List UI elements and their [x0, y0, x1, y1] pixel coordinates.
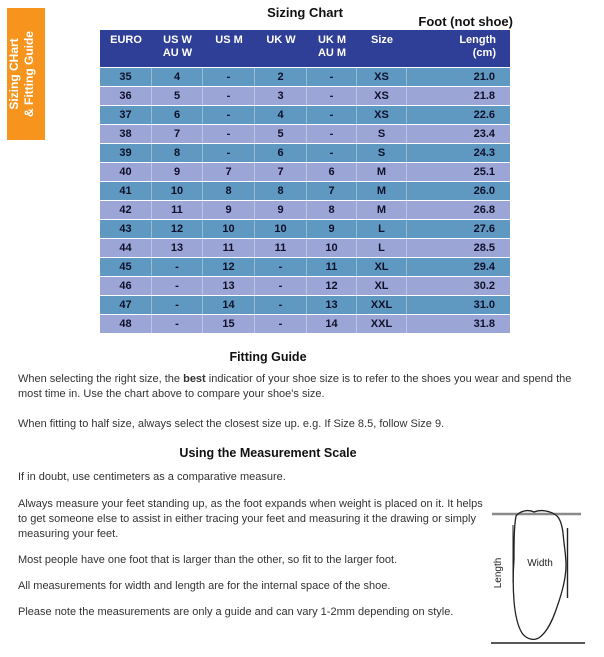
- table-cell: S: [357, 125, 407, 143]
- table-cell: XL: [357, 277, 407, 295]
- table-cell: 35: [100, 68, 152, 86]
- table-row: [100, 163, 510, 182]
- sizing-chart-title: Sizing Chart: [267, 5, 343, 20]
- best-bold-word: best: [183, 373, 206, 385]
- table-cell: 10: [203, 220, 255, 238]
- table-cell: 36: [100, 87, 152, 105]
- table-row: [100, 106, 510, 125]
- width-label: Width: [527, 558, 553, 569]
- table-cell: 7: [255, 163, 307, 181]
- table-cell: 44: [100, 239, 152, 257]
- table-cell: 48: [100, 315, 152, 333]
- table-cell: -: [203, 68, 255, 86]
- table-cell: 5: [255, 125, 307, 143]
- column-header-length-cm: Length (cm): [459, 34, 496, 59]
- table-cell: -: [152, 296, 203, 314]
- table-cell: 12: [307, 277, 357, 295]
- table-row: [100, 220, 510, 239]
- table-cell: 15: [203, 315, 255, 333]
- measurement-paragraph-5: Please note the measurements are only a guide and can vary 1-2mm depending on style.: [18, 606, 454, 618]
- table-cell: 7: [203, 163, 255, 181]
- table-cell: 9: [307, 220, 357, 238]
- sizing-table-body: [100, 68, 510, 334]
- table-cell: 31.0: [473, 299, 495, 311]
- table-row: [100, 315, 510, 334]
- column-header-us-m: US M: [215, 34, 243, 46]
- table-cell: XXL: [357, 296, 407, 314]
- table-cell: 37: [100, 106, 152, 124]
- table-cell: 6: [152, 106, 203, 124]
- table-cell: 26.8: [473, 204, 495, 216]
- table-cell: 46: [100, 277, 152, 295]
- column-header-uk-w: UK W: [266, 34, 296, 46]
- table-row: [100, 144, 510, 163]
- table-cell: 24.3: [473, 147, 495, 159]
- table-cell: -: [307, 125, 357, 143]
- table-row: [100, 68, 510, 87]
- table-cell: 13: [152, 239, 203, 257]
- table-cell: -: [255, 296, 307, 314]
- table-cell: 2: [255, 68, 307, 86]
- table-cell: -: [307, 87, 357, 105]
- side-tab-label: [7, 8, 45, 140]
- table-cell: 5: [152, 87, 203, 105]
- measurement-scale-heading: Using the Measurement Scale: [179, 446, 357, 460]
- table-cell: 47: [100, 296, 152, 314]
- table-cell: 10: [152, 182, 203, 200]
- table-cell: XS: [357, 68, 407, 86]
- sizing-chart-side-tab[interactable]: [7, 8, 45, 140]
- table-cell: M: [357, 163, 407, 181]
- column-header-us-w: US W AU W: [162, 34, 193, 59]
- column-header-uk-m: UK M AU M: [317, 34, 347, 59]
- table-cell: 27.6: [473, 223, 495, 235]
- table-cell: 3: [255, 87, 307, 105]
- side-tab-label-line1: Sizing CHart: [7, 38, 21, 110]
- column-header-euro: EURO: [110, 34, 142, 46]
- fitting-guide-paragraph-2: When fitting to half size, always select the closest size up. e.g. If Size 8.5, follow Size 9.: [18, 418, 445, 430]
- table-cell: 11: [152, 201, 203, 219]
- table-cell: 14: [203, 296, 255, 314]
- table-cell: L: [357, 220, 407, 238]
- table-cell: 11: [255, 239, 307, 257]
- table-cell: 10: [307, 239, 357, 257]
- table-cell: 8: [307, 201, 357, 219]
- table-cell: 13: [203, 277, 255, 295]
- sizing-table-header-row: [100, 30, 510, 68]
- table-cell: 11: [307, 258, 357, 276]
- table-cell: XXL: [357, 315, 407, 333]
- table-cell: 8: [203, 182, 255, 200]
- table-cell: 28.5: [473, 242, 495, 254]
- foot-not-shoe-label: Foot (not shoe): [418, 14, 513, 29]
- length-label: Length: [493, 557, 504, 589]
- table-cell: 43: [100, 220, 152, 238]
- table-cell: -: [152, 258, 203, 276]
- table-cell: -: [255, 315, 307, 333]
- sizing-table: [100, 30, 510, 334]
- foot-measurement-diagram: [486, 503, 604, 655]
- table-cell: -: [255, 277, 307, 295]
- table-cell: S: [357, 144, 407, 162]
- table-cell: L: [357, 239, 407, 257]
- table-cell: 14: [307, 315, 357, 333]
- table-row: [100, 87, 510, 106]
- table-row: [100, 125, 510, 144]
- table-cell: -: [255, 258, 307, 276]
- table-cell: 42: [100, 201, 152, 219]
- table-cell: -: [307, 68, 357, 86]
- measurement-paragraph-2: Always measure your feet standing up, as the foot expands when weight is placed on it. It helps to get someone else to assist in either tracing your feet and measuring it the drawing or simply measuring your feet.: [18, 498, 483, 540]
- table-cell: XL: [357, 258, 407, 276]
- table-cell: 25.1: [473, 166, 495, 178]
- table-cell: 9: [152, 163, 203, 181]
- measurement-paragraph-1: If in doubt, use centimeters as a comparative measure.: [18, 471, 286, 483]
- side-tab-label-line2: & Fitting Guide: [22, 31, 36, 117]
- table-row: [100, 296, 510, 315]
- table-cell: 23.4: [473, 128, 495, 140]
- table-cell: M: [357, 182, 407, 200]
- table-row: [100, 258, 510, 277]
- table-cell: -: [203, 144, 255, 162]
- measurement-paragraph-3: Most people have one foot that is larger than the other, so fit to the larger foot.: [18, 554, 398, 566]
- table-cell: 7: [152, 125, 203, 143]
- table-cell: 38: [100, 125, 152, 143]
- table-cell: 11: [203, 239, 255, 257]
- table-cell: 9: [255, 201, 307, 219]
- table-cell: 7: [307, 182, 357, 200]
- table-cell: 41: [100, 182, 152, 200]
- measurement-paragraph-4: All measurements for width and length are for the internal space of the shoe.: [18, 580, 391, 592]
- table-cell: 13: [307, 296, 357, 314]
- table-cell: 29.4: [473, 261, 495, 273]
- table-cell: 26.0: [473, 185, 495, 197]
- table-cell: 45: [100, 258, 152, 276]
- table-cell: XS: [357, 106, 407, 124]
- fitting-guide-heading: Fitting Guide: [229, 350, 307, 364]
- table-cell: M: [357, 201, 407, 219]
- table-cell: 6: [255, 144, 307, 162]
- table-cell: 9: [203, 201, 255, 219]
- table-row: [100, 239, 510, 258]
- table-cell: 21.8: [473, 90, 495, 102]
- table-cell: 31.8: [473, 318, 495, 330]
- table-cell: XS: [357, 87, 407, 105]
- table-cell: -: [203, 106, 255, 124]
- table-cell: 4: [152, 68, 203, 86]
- table-cell: 39: [100, 144, 152, 162]
- table-cell: 22.6: [473, 109, 495, 121]
- table-cell: -: [152, 315, 203, 333]
- table-cell: 12: [152, 220, 203, 238]
- table-cell: 21.0: [473, 71, 495, 83]
- table-cell: 12: [203, 258, 255, 276]
- table-cell: -: [203, 125, 255, 143]
- foot-outline: [513, 511, 566, 640]
- table-cell: 6: [307, 163, 357, 181]
- fitting-guide-paragraph-1: When selecting the right size, the best indicatior of your shoe size is to refer to the shoes you wear and spend the most time in. Use the chart above to compare your shoe's size.: [18, 373, 572, 400]
- table-cell: 10: [255, 220, 307, 238]
- table-cell: 30.2: [473, 280, 495, 292]
- table-row: [100, 277, 510, 296]
- column-header-size: Size: [370, 34, 393, 46]
- table-cell: 8: [255, 182, 307, 200]
- table-cell: -: [307, 144, 357, 162]
- table-cell: -: [152, 277, 203, 295]
- table-cell: -: [307, 106, 357, 124]
- table-row: [100, 182, 510, 201]
- table-cell: 4: [255, 106, 307, 124]
- table-cell: 8: [152, 144, 203, 162]
- table-row: [100, 201, 510, 220]
- table-cell: -: [203, 87, 255, 105]
- table-cell: 40: [100, 163, 152, 181]
